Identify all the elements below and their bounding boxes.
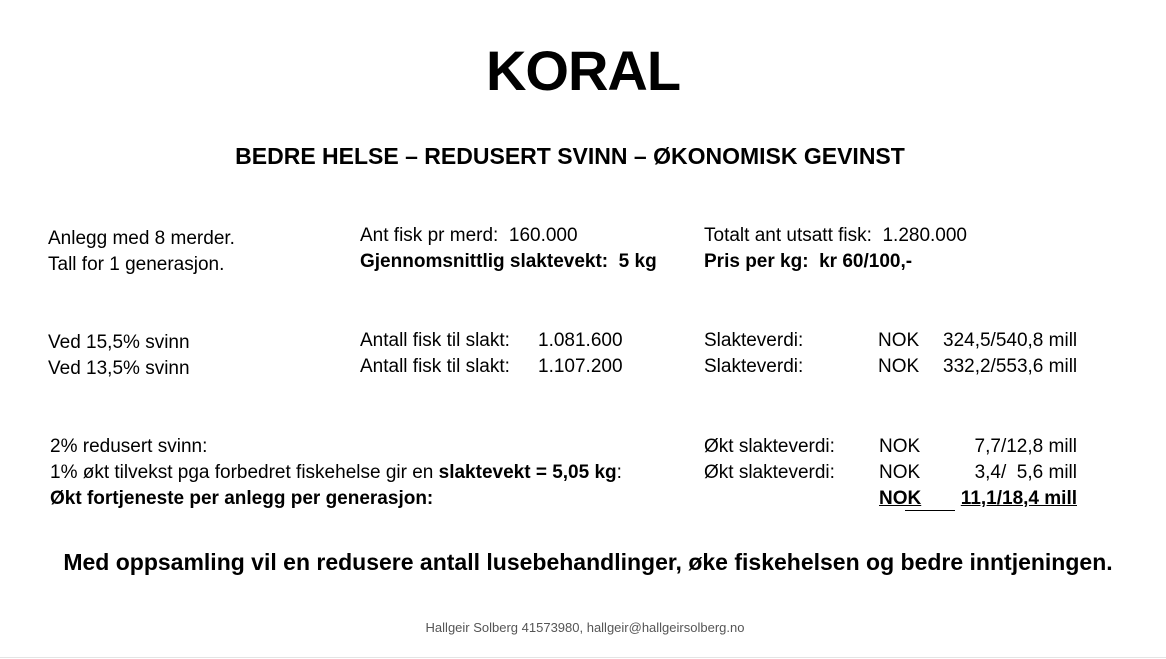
growth-line-prefix: 1% økt tilvekst pga forbedret fiskehelse gir en	[50, 462, 439, 483]
total-fish-stocked: Totalt ant utsatt fisk: 1.280.000	[704, 225, 967, 246]
fish-to-slaughter-label: Antall fisk til slakt:	[360, 330, 510, 351]
facts-col2	[360, 223, 657, 275]
growth-line-suffix: :	[616, 462, 622, 483]
currency: NOK	[878, 330, 920, 351]
facts-col3	[704, 223, 967, 275]
scenario-amounts	[943, 328, 1077, 380]
closing-statement: Med oppsamling vil en redusere antall lusebehandlinger, øke fiskehelsen og bedre inntjeningen.	[63, 549, 1113, 575]
footer-contact: Hallgeir Solberg 41573980, hallgeir@hallgeirsolberg.no	[425, 620, 745, 635]
slide-subtitle: BEDRE HELSE – REDUSERT SVINN – ØKONOMISK GEVINST	[235, 143, 905, 169]
slaughter-value-label: Slakteverdi:	[704, 356, 804, 377]
scenario-fish-labels	[360, 328, 510, 380]
scenario-value-labels	[704, 328, 803, 380]
currency: NOK	[878, 356, 920, 377]
facts-col1-line: Anlegg med 8 merder.	[48, 228, 235, 249]
increased-value-amount: 3,4/ 5,6 mill	[974, 462, 1077, 483]
currency: NOK	[879, 462, 921, 483]
total-currency: NOK	[879, 488, 922, 509]
total-underline-gap	[905, 510, 955, 511]
fish-to-slaughter-value: 1.081.600	[538, 330, 623, 351]
fish-to-slaughter-value: 1.107.200	[538, 356, 623, 377]
average-slaughter-weight: Gjennomsnittlig slaktevekt: 5 kg	[360, 251, 657, 272]
reduced-loss-line: 2% redusert svinn:	[50, 436, 208, 457]
growth-line-bold: slaktevekt = 5,05 kg	[438, 462, 617, 483]
fish-per-pen: Ant fisk pr merd: 160.000	[360, 225, 578, 246]
slaughter-value-amount: 332,2/553,6 mill	[943, 356, 1078, 377]
fish-to-slaughter-label: Antall fisk til slakt:	[360, 356, 510, 377]
currency: NOK	[879, 436, 921, 457]
growth-line	[50, 460, 622, 486]
price-per-kg: Pris per kg: kr 60/100,-	[704, 251, 913, 272]
scenario-fish-values	[538, 328, 623, 380]
bottom-divider	[0, 657, 1166, 658]
slaughter-value-amount: 324,5/540,8 mill	[943, 330, 1078, 351]
slide-title: KORAL	[485, 39, 681, 102]
gains-text	[50, 434, 622, 512]
slaughter-value-label: Slakteverdi:	[704, 330, 804, 351]
total-amount: 11,1/18,4 mill	[960, 488, 1077, 509]
scenario-currency	[878, 328, 919, 380]
scenario-labels	[48, 330, 190, 382]
gains-amounts	[930, 434, 1077, 512]
profit-line: Økt fortjeneste per anlegg per generasjon:	[50, 488, 434, 509]
increased-value-label: Økt slakteverdi:	[704, 436, 835, 457]
facts-col1-line: Tall for 1 generasjon.	[48, 254, 225, 275]
gains-labels	[704, 434, 835, 486]
facts-col1	[48, 226, 235, 278]
gains-currency	[879, 434, 921, 512]
scenario-label: Ved 15,5% svinn	[48, 332, 190, 353]
increased-value-label: Økt slakteverdi:	[704, 462, 835, 483]
scenario-label: Ved 13,5% svinn	[48, 358, 190, 379]
increased-value-amount: 7,7/12,8 mill	[974, 436, 1077, 457]
